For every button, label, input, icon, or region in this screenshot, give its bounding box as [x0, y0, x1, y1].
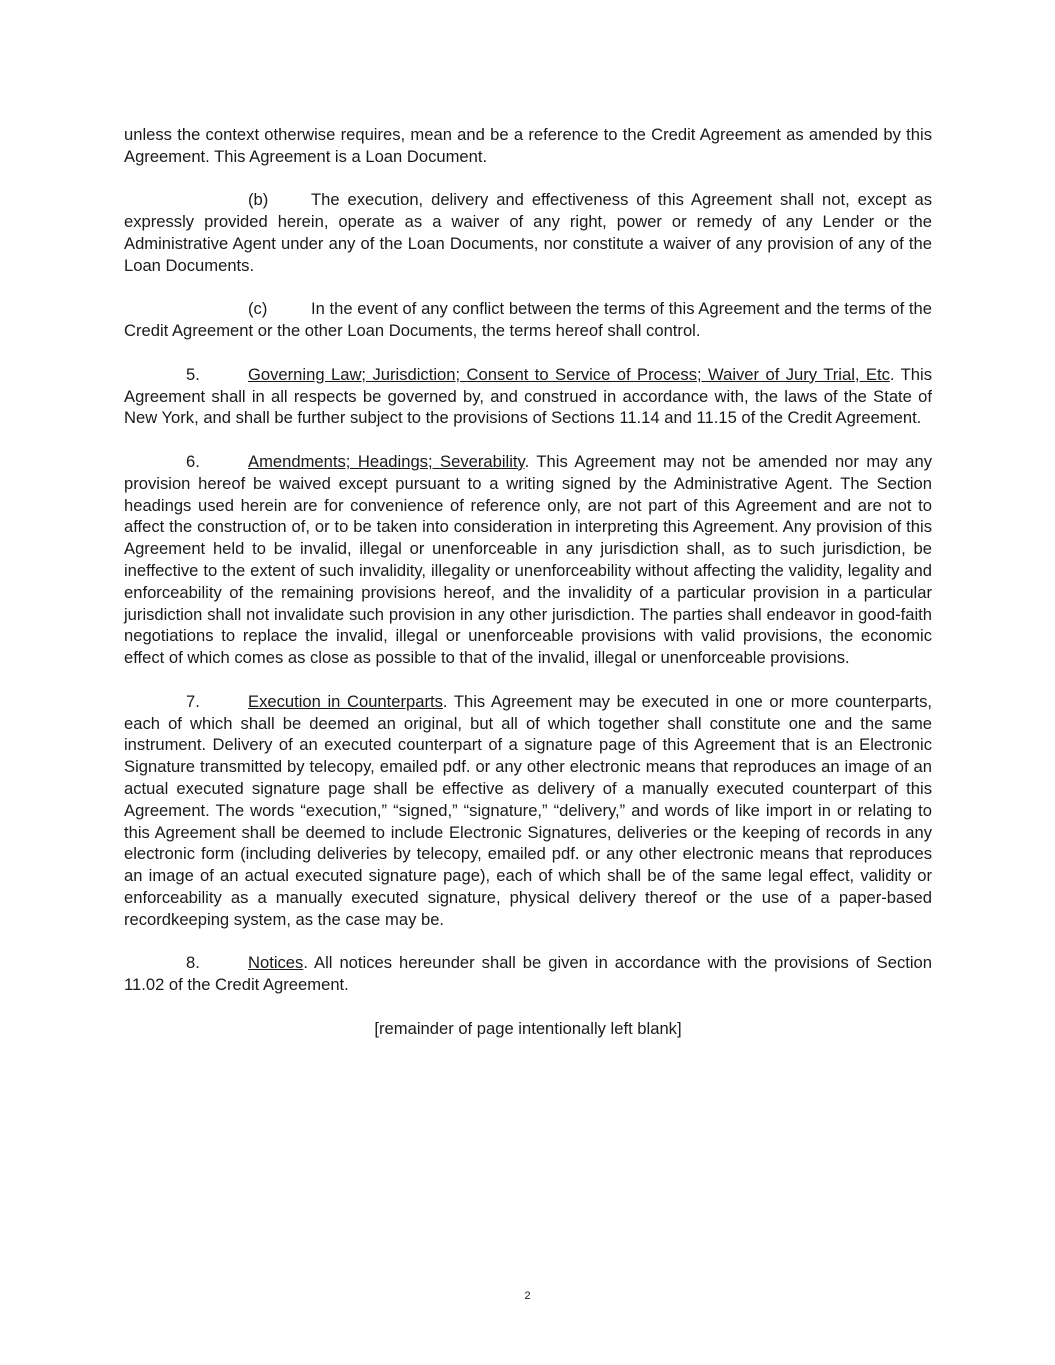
subsection-b — [124, 189, 932, 276]
subsection-c-text: In the event of any conflict between the terms of this Agreement and the terms of the Credit Agreement or the other Loan Documents, the terms hereof shall control. — [124, 299, 932, 341]
subsection-b-text: The execution, delivery and effectiveness of this Agreement shall not, except as expressly provided herein, operate as a waiver of any right, power or remedy of any Lender or the Administrative Agent under any of the Loan Documents, nor constitute a waiver of any provision of any of the Loan Documents. — [124, 190, 932, 275]
section-8 — [124, 952, 932, 996]
section-8-text: . All notices hereunder shall be given in accordance with the provisions of Section 11.02 of the Credit Agreement. — [124, 953, 932, 995]
section-5-number: 5. — [186, 364, 200, 384]
subsection-c-label: (c) — [248, 299, 268, 319]
section-8-number: 8. — [186, 953, 200, 973]
subsection-c — [124, 298, 932, 342]
remainder-note: [remainder of page intentionally left blank] — [374, 1018, 682, 1038]
section-6-text: . This Agreement may not be amended nor may any provision hereof be waived except pursuant to a writing signed by the Administrative Agent. The Section headings used herein are for convenience of reference only, are not part of this Agreement and are not to affect the construction of, or to be taken into consideration in interpreting this Agreement. Any provision of this Agreement held to be invalid, illegal or unenforceable in any jurisdiction shall, as to such jurisdiction, be ineffective to the extent of such invalidity, illegality or unenforceability without affecting the validity, legality and enforceability of the remaining provisions hereof, and the invalidity of a particular provision in a particular jurisdiction shall not invalidate such provision in any other jurisdiction. The parties shall endeavor in good-faith negotiations to replace the invalid, illegal or unenforceable provisions with valid provisions, the economic effect of which comes as close as possible to that of the invalid, illegal or unenforceable provisions. — [124, 451, 933, 668]
section-7-number: 7. — [186, 691, 200, 711]
section-6 — [124, 451, 932, 669]
section-6-heading: Amendments; Headings; Severability — [248, 451, 525, 471]
section-6-number: 6. — [186, 451, 200, 471]
subsection-b-label: (b) — [248, 190, 269, 210]
section-5-heading: Governing Law; Jurisdiction; Consent to Service of Process; Waiver of Jury Trial, Etc — [248, 364, 890, 384]
page-number: 2 — [524, 1290, 531, 1302]
section-5 — [124, 364, 932, 429]
section-7 — [124, 691, 932, 931]
section-7-heading: Execution in Counterparts — [248, 691, 443, 711]
section-8-heading: Notices — [248, 953, 304, 973]
document-body — [124, 124, 932, 1061]
intro-paragraph: unless the context otherwise requires, mean and be a reference to the Credit Agreement as amended by this Agreement. This Agreement is a Loan Document. — [124, 125, 932, 166]
section-5-text: . This Agreement shall in all respects be governed by, and construed in accordance with, the laws of the State of New York, and shall be further subject to the provisions of Sections 11.14 and 11.15 of the Credit Agreement. — [124, 364, 932, 428]
section-7-text: . This Agreement may be executed in one or more counterparts, each of which shall be deemed an original, but all of which together shall constitute one and the same instrument. Delivery of an executed counterpart of a signature page of this Agreement that is an Electronic Signature transmitted by telecopy, emailed pdf. or any other electronic means that reproduces an image of an actual executed signature page shall be effective as delivery of a manually executed counterpart of this Agreement. The words “execution,” “signed,” “signature,” “delivery,” and words of like import in or relating to this Agreement shall be deemed to include Electronic Signatures, deliveries or the keeping of records in any electronic form (including deliveries by telecopy, emailed pdf. or any other electronic means that reproduces an image of an actual executed signature page), each of which shall be of the same legal effect, validity or enforceability as a manually executed signature, physical delivery thereof or the use of a paper-based recordkeeping system, as the case may be. — [124, 691, 932, 929]
